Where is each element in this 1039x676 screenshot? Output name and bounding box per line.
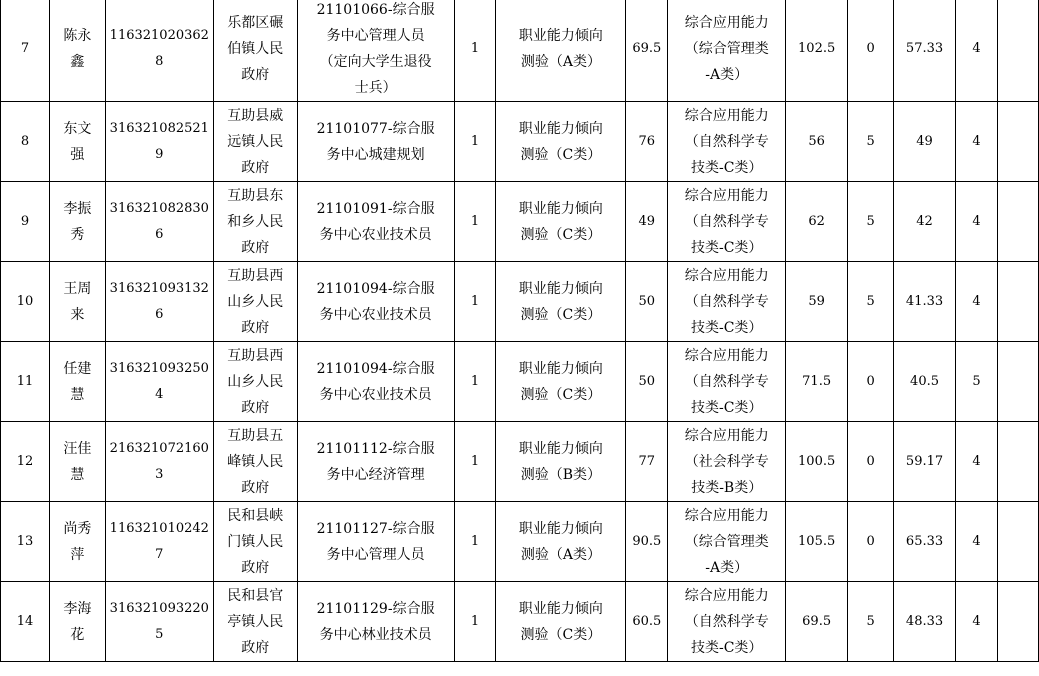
cell-empty bbox=[997, 182, 1038, 262]
cell-hire-count: 1 bbox=[454, 262, 496, 342]
position-name-line: 务中心经济管理 bbox=[326, 466, 425, 483]
cell-bonus-points: 0 bbox=[848, 0, 894, 102]
cell-total-score: 57.33 bbox=[894, 0, 956, 102]
position-name-line: 务中心城建规划 bbox=[326, 146, 425, 163]
cell-subject-1 bbox=[496, 0, 626, 102]
cell-row-number: 14 bbox=[1, 582, 50, 662]
cell-score-2: 69.5 bbox=[786, 582, 848, 662]
employer-unit-line: 门镇人民 bbox=[227, 533, 284, 550]
cell-exam-id: 2163210721603 bbox=[105, 422, 213, 502]
cell-row-number: 10 bbox=[1, 262, 50, 342]
subject-2-line: （自然科学专 bbox=[684, 293, 769, 310]
cell-score-2: 105.5 bbox=[786, 502, 848, 582]
cell-empty bbox=[997, 0, 1038, 102]
employer-unit-line: 互助县西 bbox=[227, 267, 284, 284]
cell-subject-2 bbox=[668, 0, 786, 102]
candidate-name-line: 李海 bbox=[63, 600, 92, 617]
position-name-line: 21101129-综合服 bbox=[316, 600, 435, 617]
cell-total-score: 49 bbox=[894, 102, 956, 182]
cell-score-1: 50 bbox=[626, 262, 668, 342]
subject-1-line: 测验（C类） bbox=[520, 226, 602, 243]
table-row bbox=[1, 262, 1039, 342]
cell-hire-count: 1 bbox=[454, 342, 496, 422]
cell-subject-1 bbox=[496, 422, 626, 502]
employer-unit-line: 政府 bbox=[241, 67, 270, 83]
cell-subject-1 bbox=[496, 182, 626, 262]
position-name-line: 务中心管理人员 bbox=[326, 546, 425, 563]
employer-unit-line: 乐都区碾 bbox=[227, 15, 284, 31]
employer-unit-line: 政府 bbox=[241, 319, 270, 336]
subject-1-line: 职业能力倾向 bbox=[518, 440, 603, 457]
position-name-line: 21101077-综合服 bbox=[316, 120, 435, 137]
employer-unit-line: 峰镇人民 bbox=[227, 453, 284, 470]
table-row bbox=[1, 182, 1039, 262]
cell-exam-id: 3163210932504 bbox=[105, 342, 213, 422]
cell-subject-2 bbox=[668, 342, 786, 422]
subject-2-line: 综合应用能力 bbox=[684, 347, 769, 364]
cell-score-1: 76 bbox=[626, 102, 668, 182]
position-name-line: 21101091-综合服 bbox=[316, 200, 435, 217]
candidate-name-line: 汪佳 bbox=[63, 440, 92, 457]
cell-score-1: 50 bbox=[626, 342, 668, 422]
employer-unit-line: 互助县威 bbox=[227, 107, 284, 124]
employer-unit-line: 民和县官 bbox=[227, 587, 284, 604]
table-row bbox=[1, 582, 1039, 662]
cell-exam-id: 3163210932205 bbox=[105, 582, 213, 662]
cell-position-name bbox=[297, 182, 454, 262]
cell-hire-count: 1 bbox=[454, 502, 496, 582]
subject-1-line: 职业能力倾向 bbox=[518, 120, 603, 137]
cell-subject-2 bbox=[668, 502, 786, 582]
table-row bbox=[1, 0, 1039, 102]
cell-rank: 4 bbox=[956, 582, 998, 662]
cell-subject-2 bbox=[668, 182, 786, 262]
position-name-line: 21101127-综合服 bbox=[316, 520, 435, 537]
position-name-line: 21101094-综合服 bbox=[316, 360, 435, 377]
employer-unit-line: 和乡人民 bbox=[227, 213, 284, 230]
cell-candidate-name bbox=[49, 582, 105, 662]
employer-unit-line: 互助县东 bbox=[227, 187, 284, 204]
cell-bonus-points: 5 bbox=[848, 102, 894, 182]
cell-exam-id: 1163210102427 bbox=[105, 502, 213, 582]
cell-row-number: 8 bbox=[1, 102, 50, 182]
cell-total-score: 42 bbox=[894, 182, 956, 262]
cell-score-2: 56 bbox=[786, 102, 848, 182]
cell-subject-1 bbox=[496, 582, 626, 662]
candidate-name-line: 花 bbox=[70, 626, 85, 643]
subject-1-line: 职业能力倾向 bbox=[518, 280, 603, 297]
cell-candidate-name bbox=[49, 502, 105, 582]
candidate-name-line: 任建 bbox=[63, 360, 92, 377]
cell-candidate-name bbox=[49, 0, 105, 102]
candidate-name-line: 萍 bbox=[70, 546, 85, 563]
subject-2-line: 技类-C类） bbox=[690, 159, 763, 176]
cell-subject-1 bbox=[496, 342, 626, 422]
subject-2-line: -A类） bbox=[705, 559, 749, 576]
cell-rank: 4 bbox=[956, 262, 998, 342]
cell-empty bbox=[997, 422, 1038, 502]
cell-employer-unit bbox=[213, 342, 297, 422]
cell-employer-unit bbox=[213, 262, 297, 342]
employer-unit-line: 政府 bbox=[241, 399, 270, 416]
subject-1-line: 测验（A类） bbox=[520, 54, 601, 70]
cell-score-2: 71.5 bbox=[786, 342, 848, 422]
subject-2-line: （综合管理类 bbox=[684, 533, 769, 550]
subject-2-line: 综合应用能力 bbox=[684, 107, 769, 124]
cell-score-2: 100.5 bbox=[786, 422, 848, 502]
cell-candidate-name bbox=[49, 102, 105, 182]
cell-candidate-name bbox=[49, 422, 105, 502]
position-name-line: 士兵） bbox=[354, 80, 397, 96]
candidate-name-line: 秀 bbox=[70, 226, 85, 243]
cell-employer-unit bbox=[213, 422, 297, 502]
cell-score-1: 60.5 bbox=[626, 582, 668, 662]
position-name-line: 务中心农业技术员 bbox=[319, 386, 432, 403]
cell-empty bbox=[997, 102, 1038, 182]
subject-2-line: （自然科学专 bbox=[684, 133, 769, 150]
table-row bbox=[1, 342, 1039, 422]
cell-total-score: 48.33 bbox=[894, 582, 956, 662]
cell-score-2: 62 bbox=[786, 182, 848, 262]
subject-2-line: （自然科学专 bbox=[684, 373, 769, 390]
employer-unit-line: 山乡人民 bbox=[227, 293, 284, 310]
cell-position-name bbox=[297, 342, 454, 422]
cell-score-1: 49 bbox=[626, 182, 668, 262]
cell-position-name bbox=[297, 0, 454, 102]
cell-exam-id: 3163210931326 bbox=[105, 262, 213, 342]
cell-position-name bbox=[297, 102, 454, 182]
subject-2-line: 技类-B类） bbox=[691, 479, 763, 496]
subject-2-line: 技类-C类） bbox=[690, 239, 763, 256]
employer-unit-line: 山乡人民 bbox=[227, 373, 284, 390]
cell-subject-2 bbox=[668, 422, 786, 502]
subject-1-line: 测验（C类） bbox=[520, 386, 602, 403]
subject-2-line: （社会科学专 bbox=[684, 453, 769, 470]
subject-1-line: 职业能力倾向 bbox=[518, 28, 603, 44]
table-row bbox=[1, 502, 1039, 582]
subject-2-line: -A类） bbox=[705, 67, 749, 83]
employer-unit-line: 政府 bbox=[241, 559, 270, 576]
candidate-name-line: 陈永 bbox=[63, 28, 92, 44]
subject-1-line: 职业能力倾向 bbox=[518, 520, 603, 537]
cell-total-score: 65.33 bbox=[894, 502, 956, 582]
cell-rank: 4 bbox=[956, 0, 998, 102]
cell-bonus-points: 5 bbox=[848, 262, 894, 342]
cell-exam-id: 3163210828306 bbox=[105, 182, 213, 262]
subject-1-line: 测验（C类） bbox=[520, 306, 602, 323]
cell-total-score: 59.17 bbox=[894, 422, 956, 502]
employer-unit-line: 政府 bbox=[241, 479, 270, 496]
cell-score-1: 90.5 bbox=[626, 502, 668, 582]
position-name-line: 务中心林业技术员 bbox=[319, 626, 432, 643]
cell-row-number: 7 bbox=[1, 0, 50, 102]
subject-2-line: 综合应用能力 bbox=[684, 427, 769, 444]
subject-2-line: 综合应用能力 bbox=[684, 187, 769, 204]
position-name-line: 务中心管理人员 bbox=[326, 28, 425, 44]
subject-1-line: 测验（C类） bbox=[520, 626, 602, 643]
cell-rank: 4 bbox=[956, 422, 998, 502]
position-name-line: （定向大学生退役 bbox=[319, 54, 432, 70]
cell-subject-1 bbox=[496, 102, 626, 182]
candidate-name-line: 鑫 bbox=[70, 54, 85, 70]
cell-row-number: 9 bbox=[1, 182, 50, 262]
table-row bbox=[1, 102, 1039, 182]
cell-employer-unit bbox=[213, 0, 297, 102]
cell-score-2: 59 bbox=[786, 262, 848, 342]
candidate-name-line: 慧 bbox=[70, 466, 85, 483]
cell-hire-count: 1 bbox=[454, 422, 496, 502]
cell-exam-id: 3163210825219 bbox=[105, 102, 213, 182]
cell-rank: 4 bbox=[956, 182, 998, 262]
candidate-name-line: 王周 bbox=[63, 280, 92, 297]
cell-bonus-points: 0 bbox=[848, 422, 894, 502]
subject-2-line: （自然科学专 bbox=[684, 613, 769, 630]
subject-2-line: （自然科学专 bbox=[684, 213, 769, 230]
cell-position-name bbox=[297, 502, 454, 582]
cell-position-name bbox=[297, 422, 454, 502]
cell-position-name bbox=[297, 582, 454, 662]
employer-unit-line: 远镇人民 bbox=[227, 133, 284, 150]
cell-empty bbox=[997, 262, 1038, 342]
subject-1-line: 职业能力倾向 bbox=[518, 360, 603, 377]
cell-hire-count: 1 bbox=[454, 182, 496, 262]
cell-exam-id: 1163210203628 bbox=[105, 0, 213, 102]
subject-2-line: 综合应用能力 bbox=[684, 507, 769, 524]
subject-1-line: 职业能力倾向 bbox=[518, 600, 603, 617]
cell-score-1: 69.5 bbox=[626, 0, 668, 102]
employer-unit-line: 伯镇人民 bbox=[227, 41, 284, 57]
position-name-line: 21101094-综合服 bbox=[316, 280, 435, 297]
candidate-name-line: 东文 bbox=[63, 120, 92, 137]
cell-rank: 5 bbox=[956, 342, 998, 422]
cell-empty bbox=[997, 502, 1038, 582]
candidate-name-line: 尚秀 bbox=[63, 520, 92, 537]
subject-1-line: 测验（C类） bbox=[520, 146, 602, 163]
cell-row-number: 11 bbox=[1, 342, 50, 422]
employer-unit-line: 政府 bbox=[241, 159, 270, 176]
cell-hire-count: 1 bbox=[454, 582, 496, 662]
cell-employer-unit bbox=[213, 502, 297, 582]
cell-bonus-points: 5 bbox=[848, 182, 894, 262]
candidate-name-line: 李振 bbox=[63, 200, 92, 217]
subject-2-line: 综合应用能力 bbox=[684, 267, 769, 284]
cell-empty bbox=[997, 582, 1038, 662]
cell-bonus-points: 0 bbox=[848, 502, 894, 582]
employer-unit-line: 互助县西 bbox=[227, 347, 284, 364]
cell-bonus-points: 0 bbox=[848, 342, 894, 422]
cell-row-number: 13 bbox=[1, 502, 50, 582]
cell-subject-1 bbox=[496, 262, 626, 342]
subject-1-line: 职业能力倾向 bbox=[518, 200, 603, 217]
position-name-line: 务中心农业技术员 bbox=[319, 306, 432, 323]
cell-row-number: 12 bbox=[1, 422, 50, 502]
subject-2-line: 技类-C类） bbox=[690, 319, 763, 336]
cell-employer-unit bbox=[213, 182, 297, 262]
subject-2-line: （综合管理类 bbox=[684, 41, 769, 57]
employer-unit-line: 政府 bbox=[241, 639, 270, 656]
employer-unit-line: 亭镇人民 bbox=[227, 613, 284, 630]
cell-empty bbox=[997, 342, 1038, 422]
cell-subject-2 bbox=[668, 102, 786, 182]
employer-unit-line: 互助县五 bbox=[227, 427, 284, 444]
cell-position-name bbox=[297, 262, 454, 342]
cell-subject-1 bbox=[496, 502, 626, 582]
subject-1-line: 测验（A类） bbox=[520, 546, 601, 563]
subject-2-line: 技类-C类） bbox=[690, 639, 763, 656]
cell-score-2: 102.5 bbox=[786, 0, 848, 102]
position-name-line: 21101066-综合服 bbox=[316, 2, 435, 18]
position-name-line: 务中心农业技术员 bbox=[319, 226, 432, 243]
candidate-name-line: 来 bbox=[70, 306, 85, 323]
cell-subject-2 bbox=[668, 582, 786, 662]
candidate-name-line: 慧 bbox=[70, 386, 85, 403]
cell-candidate-name bbox=[49, 182, 105, 262]
subject-2-line: 综合应用能力 bbox=[684, 587, 769, 604]
cell-rank: 4 bbox=[956, 502, 998, 582]
cell-bonus-points: 5 bbox=[848, 582, 894, 662]
cell-candidate-name bbox=[49, 262, 105, 342]
cell-employer-unit bbox=[213, 582, 297, 662]
employer-unit-line: 民和县峡 bbox=[227, 507, 284, 524]
cell-rank: 4 bbox=[956, 102, 998, 182]
candidate-name-line: 强 bbox=[70, 146, 85, 163]
cell-score-1: 77 bbox=[626, 422, 668, 502]
cell-employer-unit bbox=[213, 102, 297, 182]
subject-1-line: 测验（B类） bbox=[520, 466, 602, 483]
cell-total-score: 41.33 bbox=[894, 262, 956, 342]
subject-2-line: 综合应用能力 bbox=[684, 15, 769, 31]
subject-2-line: 技类-C类） bbox=[690, 399, 763, 416]
cell-subject-2 bbox=[668, 262, 786, 342]
cell-total-score: 40.5 bbox=[894, 342, 956, 422]
table-row bbox=[1, 422, 1039, 502]
cell-candidate-name bbox=[49, 342, 105, 422]
position-name-line: 21101112-综合服 bbox=[316, 440, 435, 457]
employer-unit-line: 政府 bbox=[241, 239, 270, 256]
cell-hire-count: 1 bbox=[454, 0, 496, 102]
cell-hire-count: 1 bbox=[454, 102, 496, 182]
